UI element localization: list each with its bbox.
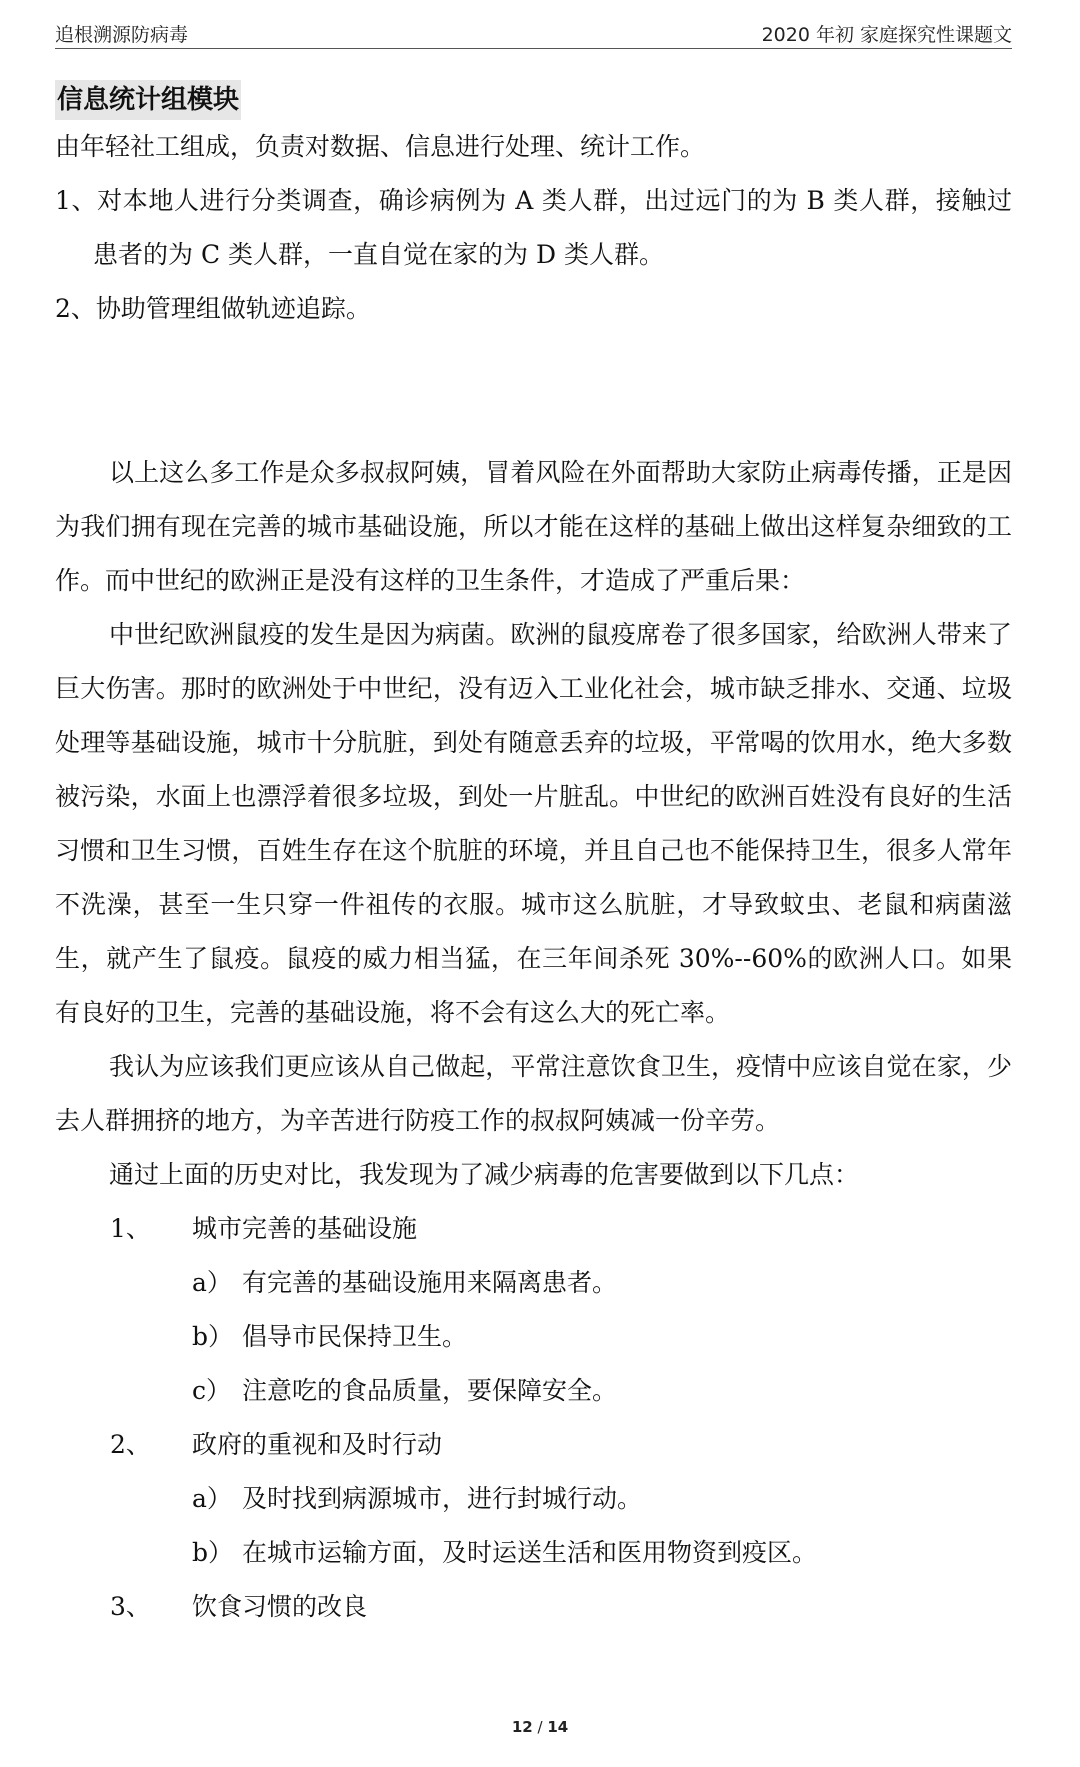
point-number: 1、 bbox=[110, 1214, 151, 1243]
section-item-1: 1、对本地人进行分类调查，确诊病例为 A 类人群，出过远门的为 B 类人群，接触过患者的为 C 类人群，一直自觉在家的为 D 类人群。 bbox=[55, 186, 1012, 269]
point-title: 饮食习惯的改良 bbox=[192, 1592, 368, 1621]
point-3 bbox=[55, 1580, 1012, 1634]
sub-label: a） bbox=[192, 1484, 232, 1513]
section-intro: 由年轻社工组成，负责对数据、信息进行处理、统计工作。 bbox=[55, 132, 706, 161]
current-page: 12 bbox=[511, 1718, 533, 1736]
sub-label: a） bbox=[192, 1268, 232, 1297]
sub-label: b） bbox=[192, 1538, 234, 1567]
sub-text: 注意吃的食品质量，要保障安全。 bbox=[242, 1376, 618, 1405]
header-title: 追根溯源防病毒 bbox=[55, 24, 189, 46]
sub-label: c） bbox=[192, 1376, 232, 1405]
page-content bbox=[55, 80, 1012, 1634]
point-2 bbox=[55, 1418, 1012, 1580]
point-title: 政府的重视和及时行动 bbox=[192, 1430, 443, 1459]
body-paragraph-2: 中世纪欧洲鼠疫的发生是因为病菌。欧洲的鼠疫席卷了很多国家，给欧洲人带来了巨大伤害。那时的欧洲处于中世纪，没有迈入工业化社会，城市缺乏排水、交通、垃圾处理等基础设施，城市十分肮脏，到处有随意丢弃的垃圾，平常喝的饮用水，绝大多数被污染，水面上也漂浮着很多垃圾，到处一片脏乱。中世纪的欧洲百姓没有良好的生活习惯和卫生习惯，百姓生存在这个肮脏的环境，并且自己也不能保持卫生，很多人常年不洗澡，甚至一生只穿一件祖传的衣服。城市这么肮脏，才导致蚊虫、老鼠和病菌滋生，就产生了鼠疫。鼠疫的威力相当猛，在三年间杀死 30%--60%的欧洲人口。如果有良好的卫生，完善的基础设施，将不会有这么大的死亡率。 bbox=[55, 620, 1012, 1027]
point-number: 3、 bbox=[110, 1592, 151, 1621]
body-paragraph-4: 通过上面的历史对比，我发现为了减少病毒的危害要做到以下几点： bbox=[109, 1160, 860, 1189]
total-pages: 14 bbox=[547, 1718, 569, 1736]
sub-text: 有完善的基础设施用来隔离患者。 bbox=[242, 1268, 618, 1297]
sub-label: b） bbox=[192, 1322, 234, 1351]
blank-space bbox=[55, 336, 1012, 446]
section-heading: 信息统计组模块 bbox=[55, 80, 241, 120]
page-separator: / bbox=[537, 1718, 543, 1736]
header-subtitle: 2020 年初 家庭探究性课题文 bbox=[761, 24, 1012, 46]
section-item-2: 2、协助管理组做轨迹追踪。 bbox=[55, 294, 371, 323]
page-header bbox=[55, 16, 1012, 49]
point-number: 2、 bbox=[110, 1430, 151, 1459]
body-paragraph-1: 以上这么多工作是众多叔叔阿姨，冒着风险在外面帮助大家防止病毒传播，正是因为我们拥有现在完善的城市基础设施，所以才能在这样的基础上做出这样复杂细致的工作。而中世纪的欧洲正是没有这样的卫生条件，才造成了严重后果： bbox=[55, 458, 1012, 595]
point-title: 城市完善的基础设施 bbox=[192, 1214, 418, 1243]
sub-text: 在城市运输方面，及时运送生活和医用物资到疫区。 bbox=[242, 1538, 818, 1567]
points-list bbox=[55, 1202, 1012, 1634]
point-1 bbox=[55, 1202, 1012, 1418]
sub-text: 倡导市民保持卫生。 bbox=[242, 1322, 468, 1351]
body-paragraph-3: 我认为应该我们更应该从自己做起，平常注意饮食卫生，疫情中应该自觉在家，少去人群拥挤的地方，为辛苦进行防疫工作的叔叔阿姨减一份辛劳。 bbox=[55, 1052, 1012, 1135]
page-number bbox=[0, 1718, 1080, 1736]
sub-text: 及时找到病源城市，进行封城行动。 bbox=[242, 1484, 643, 1513]
